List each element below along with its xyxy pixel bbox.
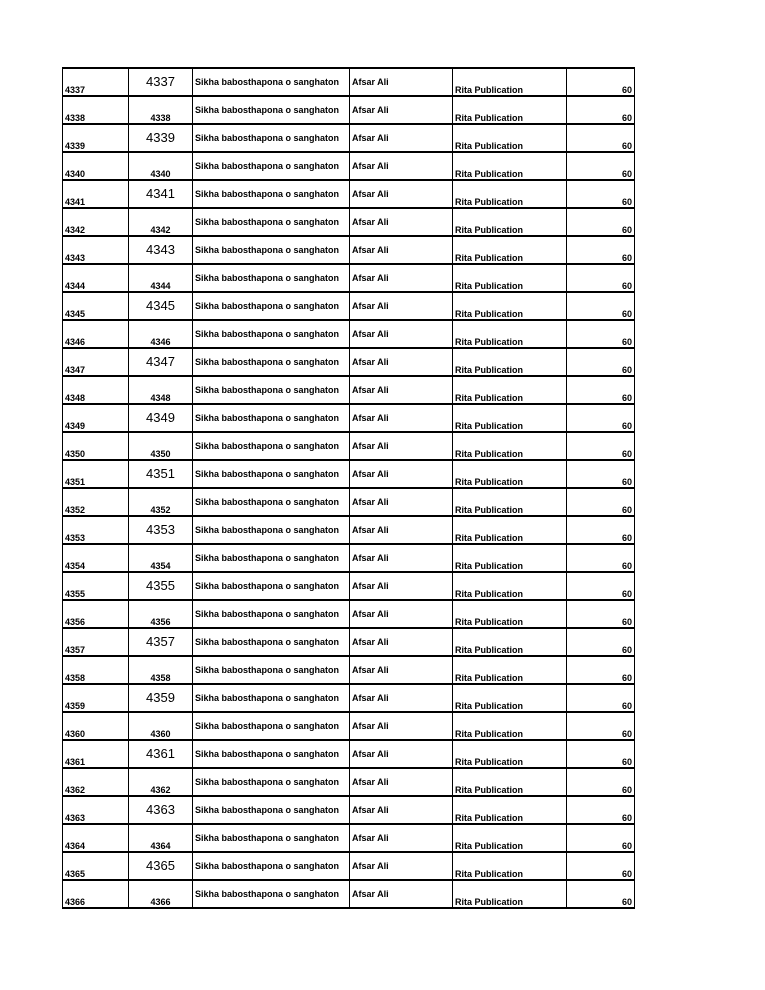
author-cell: Afsar Ali: [350, 292, 453, 320]
publisher-cell: Rita Publication: [453, 236, 567, 264]
book-title-cell: Sikha babosthapona o sanghaton: [193, 404, 350, 432]
author-cell: Afsar Ali: [350, 880, 453, 908]
book-title-cell: Sikha babosthapona o sanghaton: [193, 684, 350, 712]
author-cell: Afsar Ali: [350, 488, 453, 516]
table-row: [63, 96, 635, 124]
table-row: [63, 712, 635, 740]
table-row: [63, 460, 635, 488]
table-row: [63, 124, 635, 152]
accession-number-cell: 4351: [129, 460, 193, 488]
book-register-table: [62, 67, 635, 909]
author-cell: Afsar Ali: [350, 572, 453, 600]
author-cell: Afsar Ali: [350, 684, 453, 712]
accession-number-cell: 4361: [129, 740, 193, 768]
accession-number-cell: 4355: [129, 572, 193, 600]
book-title-cell: Sikha babosthapona o sanghaton: [193, 600, 350, 628]
serial-number-cell: 4338: [63, 96, 129, 124]
author-cell: Afsar Ali: [350, 208, 453, 236]
serial-number-cell: 4341: [63, 180, 129, 208]
publisher-cell: Rita Publication: [453, 796, 567, 824]
author-cell: Afsar Ali: [350, 460, 453, 488]
table-row: [63, 432, 635, 460]
book-title-cell: Sikha babosthapona o sanghaton: [193, 852, 350, 880]
book-title-cell: Sikha babosthapona o sanghaton: [193, 376, 350, 404]
book-title-cell: Sikha babosthapona o sanghaton: [193, 236, 350, 264]
serial-number-cell: 4346: [63, 320, 129, 348]
price-cell: 60: [567, 124, 635, 152]
publisher-cell: Rita Publication: [453, 880, 567, 908]
table-row: [63, 600, 635, 628]
book-title-cell: Sikha babosthapona o sanghaton: [193, 796, 350, 824]
price-cell: 60: [567, 376, 635, 404]
price-cell: 60: [567, 180, 635, 208]
book-title-cell: Sikha babosthapona o sanghaton: [193, 208, 350, 236]
publisher-cell: Rita Publication: [453, 292, 567, 320]
price-cell: 60: [567, 712, 635, 740]
price-cell: 60: [567, 516, 635, 544]
table-row: [63, 824, 635, 852]
price-cell: 60: [567, 96, 635, 124]
table-row: [63, 180, 635, 208]
accession-number-cell: 4349: [129, 404, 193, 432]
author-cell: Afsar Ali: [350, 236, 453, 264]
book-title-cell: Sikha babosthapona o sanghaton: [193, 656, 350, 684]
serial-number-cell: 4345: [63, 292, 129, 320]
price-cell: 60: [567, 404, 635, 432]
table-row: [63, 572, 635, 600]
book-title-cell: Sikha babosthapona o sanghaton: [193, 180, 350, 208]
publisher-cell: Rita Publication: [453, 68, 567, 96]
price-cell: 60: [567, 152, 635, 180]
table-body: [63, 68, 635, 908]
table-row: [63, 152, 635, 180]
author-cell: Afsar Ali: [350, 180, 453, 208]
table-row: [63, 544, 635, 572]
table-row: [63, 768, 635, 796]
price-cell: 60: [567, 796, 635, 824]
table-row: [63, 656, 635, 684]
author-cell: Afsar Ali: [350, 376, 453, 404]
author-cell: Afsar Ali: [350, 68, 453, 96]
accession-number-cell: 4348: [129, 376, 193, 404]
table-row: [63, 236, 635, 264]
book-title-cell: Sikha babosthapona o sanghaton: [193, 712, 350, 740]
price-cell: 60: [567, 572, 635, 600]
publisher-cell: Rita Publication: [453, 768, 567, 796]
book-title-cell: Sikha babosthapona o sanghaton: [193, 348, 350, 376]
publisher-cell: Rita Publication: [453, 516, 567, 544]
book-register-sheet: [62, 67, 634, 909]
serial-number-cell: 4354: [63, 544, 129, 572]
author-cell: Afsar Ali: [350, 544, 453, 572]
serial-number-cell: 4342: [63, 208, 129, 236]
author-cell: Afsar Ali: [350, 768, 453, 796]
author-cell: Afsar Ali: [350, 432, 453, 460]
serial-number-cell: 4357: [63, 628, 129, 656]
book-title-cell: Sikha babosthapona o sanghaton: [193, 628, 350, 656]
accession-number-cell: 4344: [129, 264, 193, 292]
author-cell: Afsar Ali: [350, 796, 453, 824]
serial-number-cell: 4358: [63, 656, 129, 684]
serial-number-cell: 4350: [63, 432, 129, 460]
serial-number-cell: 4365: [63, 852, 129, 880]
author-cell: Afsar Ali: [350, 852, 453, 880]
book-title-cell: Sikha babosthapona o sanghaton: [193, 880, 350, 908]
book-title-cell: Sikha babosthapona o sanghaton: [193, 96, 350, 124]
table-row: [63, 404, 635, 432]
price-cell: 60: [567, 264, 635, 292]
serial-number-cell: 4355: [63, 572, 129, 600]
book-title-cell: Sikha babosthapona o sanghaton: [193, 68, 350, 96]
book-title-cell: Sikha babosthapona o sanghaton: [193, 768, 350, 796]
book-title-cell: Sikha babosthapona o sanghaton: [193, 824, 350, 852]
author-cell: Afsar Ali: [350, 348, 453, 376]
book-title-cell: Sikha babosthapona o sanghaton: [193, 124, 350, 152]
table-row: [63, 852, 635, 880]
book-title-cell: Sikha babosthapona o sanghaton: [193, 488, 350, 516]
price-cell: 60: [567, 488, 635, 516]
publisher-cell: Rita Publication: [453, 348, 567, 376]
serial-number-cell: 4351: [63, 460, 129, 488]
price-cell: 60: [567, 68, 635, 96]
author-cell: Afsar Ali: [350, 320, 453, 348]
table-row: [63, 348, 635, 376]
author-cell: Afsar Ali: [350, 96, 453, 124]
accession-number-cell: 4359: [129, 684, 193, 712]
publisher-cell: Rita Publication: [453, 124, 567, 152]
accession-number-cell: 4338: [129, 96, 193, 124]
book-title-cell: Sikha babosthapona o sanghaton: [193, 572, 350, 600]
table-row: [63, 376, 635, 404]
price-cell: 60: [567, 460, 635, 488]
serial-number-cell: 4348: [63, 376, 129, 404]
price-cell: 60: [567, 768, 635, 796]
publisher-cell: Rita Publication: [453, 208, 567, 236]
publisher-cell: Rita Publication: [453, 264, 567, 292]
accession-number-cell: 4363: [129, 796, 193, 824]
accession-number-cell: 4357: [129, 628, 193, 656]
accession-number-cell: 4358: [129, 656, 193, 684]
accession-number-cell: 4362: [129, 768, 193, 796]
price-cell: 60: [567, 824, 635, 852]
serial-number-cell: 4362: [63, 768, 129, 796]
author-cell: Afsar Ali: [350, 516, 453, 544]
accession-number-cell: 4345: [129, 292, 193, 320]
accession-number-cell: 4364: [129, 824, 193, 852]
publisher-cell: Rita Publication: [453, 684, 567, 712]
accession-number-cell: 4366: [129, 880, 193, 908]
publisher-cell: Rita Publication: [453, 404, 567, 432]
table-row: [63, 292, 635, 320]
serial-number-cell: 4359: [63, 684, 129, 712]
author-cell: Afsar Ali: [350, 628, 453, 656]
author-cell: Afsar Ali: [350, 264, 453, 292]
price-cell: 60: [567, 684, 635, 712]
accession-number-cell: 4350: [129, 432, 193, 460]
accession-number-cell: 4365: [129, 852, 193, 880]
table-row: [63, 264, 635, 292]
accession-number-cell: 4346: [129, 320, 193, 348]
accession-number-cell: 4360: [129, 712, 193, 740]
accession-number-cell: 4343: [129, 236, 193, 264]
price-cell: 60: [567, 236, 635, 264]
price-cell: 60: [567, 348, 635, 376]
publisher-cell: Rita Publication: [453, 460, 567, 488]
price-cell: 60: [567, 208, 635, 236]
publisher-cell: Rita Publication: [453, 572, 567, 600]
price-cell: 60: [567, 432, 635, 460]
publisher-cell: Rita Publication: [453, 180, 567, 208]
price-cell: 60: [567, 852, 635, 880]
serial-number-cell: 4360: [63, 712, 129, 740]
serial-number-cell: 4356: [63, 600, 129, 628]
accession-number-cell: 4354: [129, 544, 193, 572]
publisher-cell: Rita Publication: [453, 96, 567, 124]
publisher-cell: Rita Publication: [453, 824, 567, 852]
accession-number-cell: 4342: [129, 208, 193, 236]
price-cell: 60: [567, 628, 635, 656]
accession-number-cell: 4356: [129, 600, 193, 628]
serial-number-cell: 4343: [63, 236, 129, 264]
accession-number-cell: 4339: [129, 124, 193, 152]
book-title-cell: Sikha babosthapona o sanghaton: [193, 320, 350, 348]
serial-number-cell: 4361: [63, 740, 129, 768]
serial-number-cell: 4352: [63, 488, 129, 516]
publisher-cell: Rita Publication: [453, 712, 567, 740]
publisher-cell: Rita Publication: [453, 740, 567, 768]
table-row: [63, 516, 635, 544]
accession-number-cell: 4341: [129, 180, 193, 208]
table-row: [63, 320, 635, 348]
author-cell: Afsar Ali: [350, 740, 453, 768]
table-row: [63, 880, 635, 908]
table-row: [63, 488, 635, 516]
book-title-cell: Sikha babosthapona o sanghaton: [193, 516, 350, 544]
serial-number-cell: 4337: [63, 68, 129, 96]
serial-number-cell: 4349: [63, 404, 129, 432]
publisher-cell: Rita Publication: [453, 488, 567, 516]
price-cell: 60: [567, 320, 635, 348]
book-title-cell: Sikha babosthapona o sanghaton: [193, 432, 350, 460]
publisher-cell: Rita Publication: [453, 600, 567, 628]
table-row: [63, 628, 635, 656]
table-row: [63, 208, 635, 236]
publisher-cell: Rita Publication: [453, 852, 567, 880]
author-cell: Afsar Ali: [350, 712, 453, 740]
price-cell: 60: [567, 292, 635, 320]
publisher-cell: Rita Publication: [453, 376, 567, 404]
table-row: [63, 740, 635, 768]
author-cell: Afsar Ali: [350, 124, 453, 152]
serial-number-cell: 4366: [63, 880, 129, 908]
serial-number-cell: 4339: [63, 124, 129, 152]
author-cell: Afsar Ali: [350, 152, 453, 180]
table-row: [63, 684, 635, 712]
book-title-cell: Sikha babosthapona o sanghaton: [193, 740, 350, 768]
book-title-cell: Sikha babosthapona o sanghaton: [193, 264, 350, 292]
price-cell: 60: [567, 880, 635, 908]
accession-number-cell: 4352: [129, 488, 193, 516]
serial-number-cell: 4353: [63, 516, 129, 544]
price-cell: 60: [567, 740, 635, 768]
serial-number-cell: 4363: [63, 796, 129, 824]
author-cell: Afsar Ali: [350, 600, 453, 628]
price-cell: 60: [567, 600, 635, 628]
price-cell: 60: [567, 656, 635, 684]
author-cell: Afsar Ali: [350, 824, 453, 852]
publisher-cell: Rita Publication: [453, 432, 567, 460]
author-cell: Afsar Ali: [350, 656, 453, 684]
serial-number-cell: 4347: [63, 348, 129, 376]
book-title-cell: Sikha babosthapona o sanghaton: [193, 460, 350, 488]
publisher-cell: Rita Publication: [453, 152, 567, 180]
book-title-cell: Sikha babosthapona o sanghaton: [193, 152, 350, 180]
table-row: [63, 68, 635, 96]
table-row: [63, 796, 635, 824]
accession-number-cell: 4340: [129, 152, 193, 180]
serial-number-cell: 4364: [63, 824, 129, 852]
accession-number-cell: 4353: [129, 516, 193, 544]
accession-number-cell: 4347: [129, 348, 193, 376]
book-title-cell: Sikha babosthapona o sanghaton: [193, 292, 350, 320]
serial-number-cell: 4344: [63, 264, 129, 292]
serial-number-cell: 4340: [63, 152, 129, 180]
accession-number-cell: 4337: [129, 68, 193, 96]
publisher-cell: Rita Publication: [453, 320, 567, 348]
book-title-cell: Sikha babosthapona o sanghaton: [193, 544, 350, 572]
publisher-cell: Rita Publication: [453, 628, 567, 656]
publisher-cell: Rita Publication: [453, 656, 567, 684]
publisher-cell: Rita Publication: [453, 544, 567, 572]
price-cell: 60: [567, 544, 635, 572]
author-cell: Afsar Ali: [350, 404, 453, 432]
